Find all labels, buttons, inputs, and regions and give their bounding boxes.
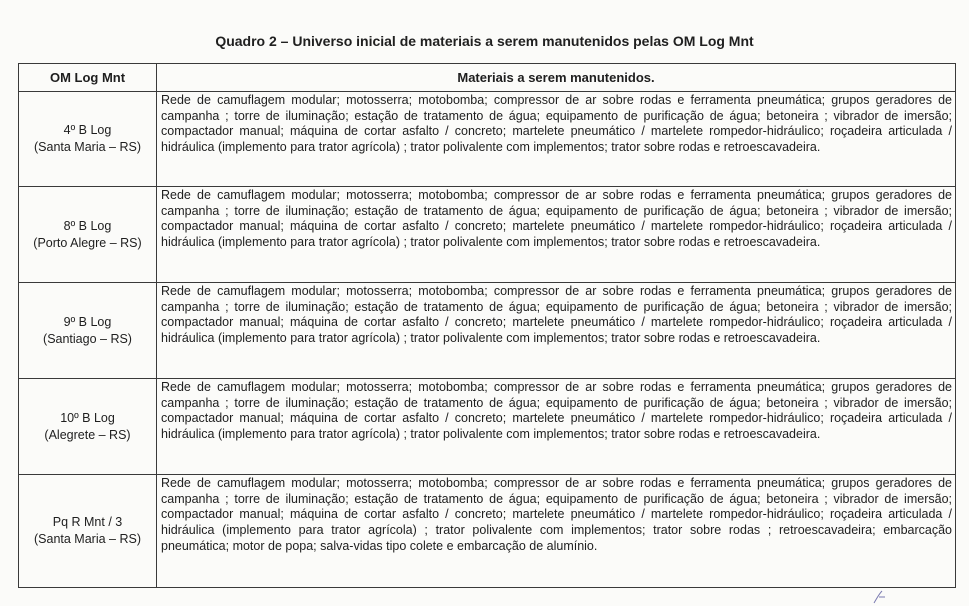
om-cell [19, 475, 157, 588]
om-location: (Santa Maria – RS) [34, 532, 141, 546]
header-om: OM Log Mnt [19, 64, 157, 92]
materials-text: Rede de camuflagem modular; motosserra; motobomba; compressor de ar sobre rodas e ferramenta pneumática; grupos geradores de campanha ; torre de iluminação; estação de tratamento de água; equipamento de purificação de água; betoneira ; vibrador de imersão; compactador manual; máquina de cortar asfalto / concreto; martelete pneumático / martelete rompedor-hidráulico; roçadeira articulada / hidráulica (implemento para trator agrícola) ; trator polivalente com implementos; trator sobre rodas e retroescavadeira. [161, 93, 952, 155]
om-location: (Santiago – RS) [43, 331, 132, 346]
om-location: (Santa Maria – RS) [34, 140, 141, 154]
materials-cell [157, 92, 956, 187]
header-materials: Materiais a serem manutenidos. [157, 64, 956, 92]
materials-cell [157, 475, 956, 588]
om-cell [19, 187, 157, 283]
om-name: 10º B Log [60, 410, 115, 425]
table-row [19, 475, 956, 588]
table-row [19, 92, 956, 187]
om-name: 8º B Log [63, 218, 112, 233]
om-cell [19, 283, 157, 379]
om-name: 9º B Log [63, 314, 112, 329]
materials-text: Rede de camuflagem modular; motosserra; motobomba; compressor de ar sobre rodas e ferramenta pneumática; grupos geradores de campanha ; torre de iluminação; estação de tratamento de água; equipamento de purificação de água; betoneira ; vibrador de imersão; compactador manual; máquina de cortar asfalto / concreto; martelete pneumático / martelete rompedor-hidráulico; roçadeira articulada / hidráulica (implemento para trator agrícola) ; trator polivalente com implementos; trator sobre rodas ; retroescavadeira; embarcação pneumática; motor de popa; salva-vidas tipo colete e embarcação de alumínio. [161, 476, 952, 553]
om-name: 4º B Log [63, 123, 112, 137]
om-location: (Porto Alegre – RS) [33, 235, 142, 250]
materials-text: Rede de camuflagem modular; motosserra; motobomba; compressor de ar sobre rodas e ferramenta pneumática; grupos geradores de campanha ; torre de iluminação; estação de tratamento de água; equipamento de purificação de água; betoneira ; vibrador de imersão; compactador manual; máquina de cortar asfalto / concreto; martelete pneumático / martelete rompedor-hidráulico; roçadeira articulada / hidráulica (implemento para trator agrícola) ; trator polivalente com implementos; trator sobre rodas e retroescavadeira. [161, 188, 952, 250]
materials-text: Rede de camuflagem modular; motosserra; motobomba; compressor de ar sobre rodas e ferramenta pneumática; grupos geradores de campanha ; torre de iluminação; estação de tratamento de água; equipamento de purificação de água; betoneira ; vibrador de imersão; compactador manual; máquina de cortar asfalto / concreto; martelete pneumático / martelete rompedor-hidráulico; roçadeira articulada / hidráulica (implemento para trator agrícola) ; trator polivalente com implementos; trator sobre rodas e retroescavadeira. [161, 380, 952, 442]
materials-cell [157, 379, 956, 475]
om-cell [19, 92, 157, 187]
table-caption: Quadro 2 – Universo inicial de materiais a serem manutenidos pelas OM Log Mnt [215, 33, 754, 49]
materials-cell [157, 283, 956, 379]
om-cell [19, 379, 157, 475]
om-location: (Alegrete – RS) [44, 427, 131, 442]
materials-text: Rede de camuflagem modular; motosserra; motobomba; compressor de ar sobre rodas e ferramenta pneumática; grupos geradores de campanha ; torre de iluminação; estação de tratamento de água; equipamento de purificação de água; betoneira ; vibrador de imersão; compactador manual; máquina de cortar asfalto / concreto; martelete pneumático / martelete rompedor-hidráulico; roçadeira articulada / hidráulica (implemento para trator agrícola) ; trator polivalente com implementos; trator sobre rodas e retroescavadeira. [161, 284, 952, 346]
table-row [19, 187, 956, 283]
materials-table [18, 63, 956, 588]
om-name: Pq R Mnt / 3 [52, 515, 123, 529]
table-header-row [19, 64, 956, 92]
table-row [19, 283, 956, 379]
table-row [19, 379, 956, 475]
materials-cell [157, 187, 956, 283]
handwritten-mark [870, 590, 890, 604]
